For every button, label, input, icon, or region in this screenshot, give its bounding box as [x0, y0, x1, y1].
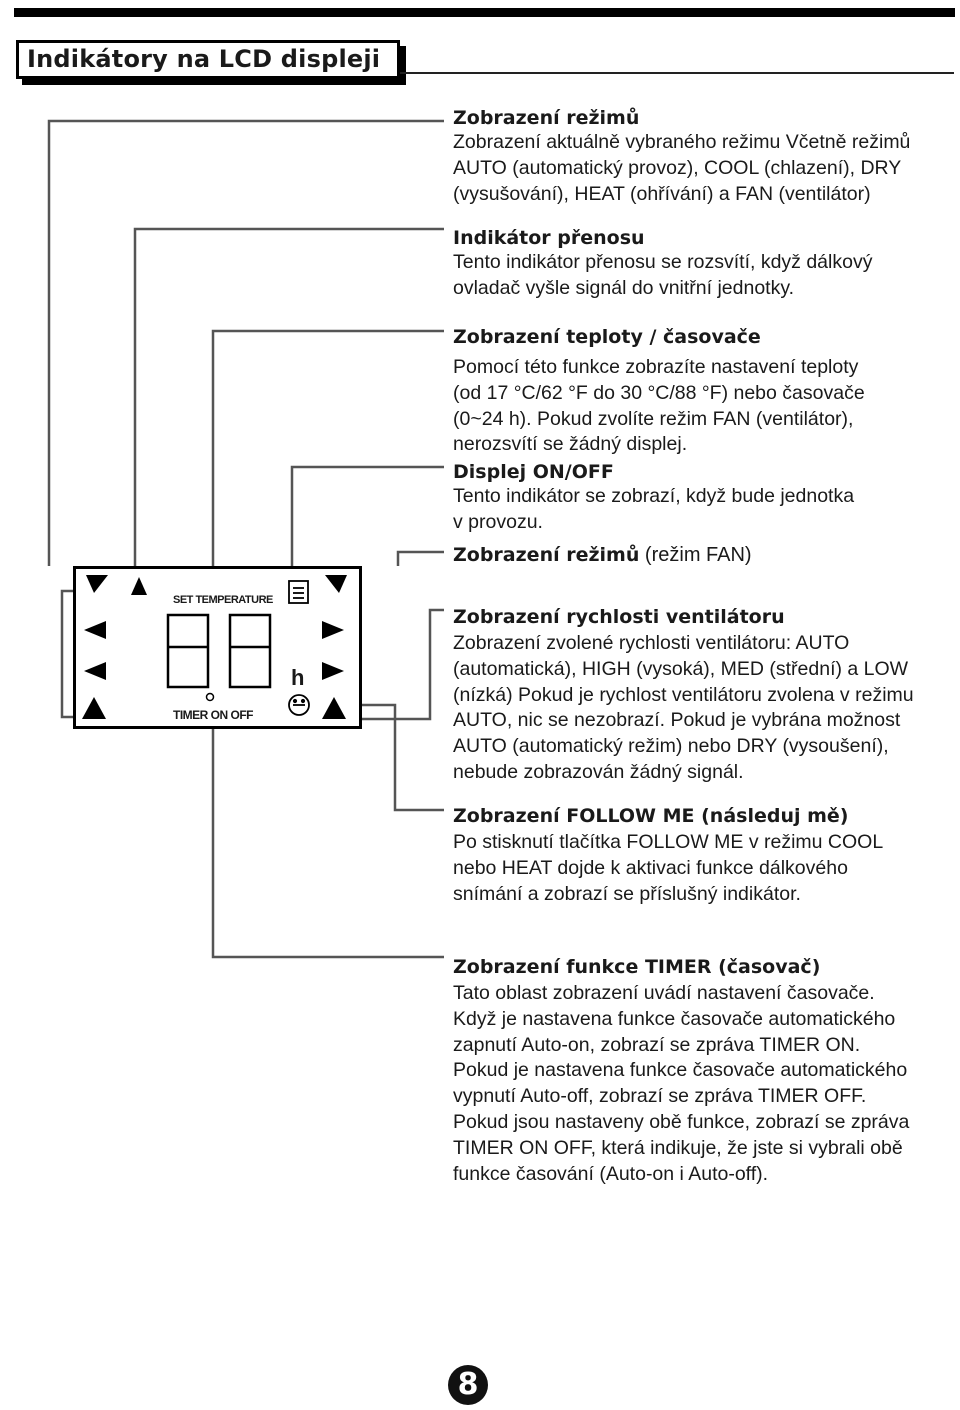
body-line: nebude zobrazován žádný signál.	[453, 760, 744, 783]
body-line: Když je nastavena funkce časovače automatického	[453, 1007, 896, 1030]
body-line: AUTO (automatický provoz), COOL (chlazení), DRY	[453, 156, 902, 179]
section-heading: Indikátor přenosu	[453, 227, 645, 249]
section-fan-speed	[453, 605, 958, 786]
section-display-onoff	[453, 460, 958, 536]
right-arrow-3	[322, 697, 346, 719]
section-transmission	[453, 226, 958, 302]
section-temperature-timer	[453, 325, 958, 458]
section-heading: Zobrazení režimů	[453, 107, 640, 129]
mode-arrow-tl	[86, 575, 108, 593]
mode-arrow-tr	[325, 575, 347, 593]
body-line: v provozu.	[453, 510, 543, 533]
body-line: Po stisknutí tlačítka FOLLOW ME v režimu COOL	[453, 831, 884, 853]
leader-transmission	[135, 229, 444, 566]
body-line: nerozsvítí se žádný displej.	[453, 433, 688, 456]
left-arrow-2	[84, 662, 106, 680]
leader-mode	[49, 121, 444, 566]
body-line: Pokud jsou nastaveny obě funkce, zobrazí se zpráva	[453, 1110, 910, 1133]
onoff-display-icon	[289, 581, 308, 603]
lcd-graphics	[76, 569, 359, 726]
section-heading: Zobrazení teploty / časovače	[453, 326, 761, 348]
section-mode-display	[453, 106, 958, 207]
section-heading: Zobrazení funkce TIMER (časovač)	[453, 956, 821, 978]
body-line: Zobrazení aktuálně vybraného režimu Včetně režimů	[453, 131, 911, 153]
section-heading-row	[453, 543, 958, 567]
body-line: Tento indikátor přenosu se rozsvítí, když dálkový	[453, 251, 873, 273]
section-timer	[453, 955, 958, 1187]
body-line: (0~24 h). Pokud zvolíte režim FAN (ventilátor),	[453, 407, 854, 430]
left-arrow-3	[82, 697, 106, 719]
leader-temperature	[213, 331, 444, 598]
section-heading: Zobrazení rychlosti ventilátoru	[453, 606, 785, 628]
page-title: Indikátory na LCD displeji	[27, 45, 381, 73]
body-line: (vysušování), HEAT (ohřívání) a FAN (ventilátor)	[453, 182, 871, 205]
set-temperature-label: SET TEMPERATURE	[173, 594, 273, 606]
section-heading-suffix: (režim FAN)	[639, 544, 752, 566]
body-line: Tato oblast zobrazení uvádí nastavení časovače.	[453, 982, 875, 1004]
timer-label: TIMER ON OFF	[173, 708, 253, 722]
body-line: Tento indikátor se zobrazí, když bude jednotka	[453, 485, 855, 507]
body-line: zapnutí Auto-on, zobrazí se zpráva TIMER ON.	[453, 1033, 861, 1056]
leader-fan-mode	[398, 552, 444, 566]
transmission-arrow	[131, 577, 147, 595]
leader-fan-speed	[362, 610, 444, 719]
section-mode-fan	[453, 543, 958, 567]
page-number: 8	[448, 1365, 488, 1405]
body-line: TIMER ON OFF, která indikuje, že jste si vybrali obě	[453, 1136, 903, 1159]
follow-me-icon	[289, 695, 309, 715]
body-line: Pokud je nastavena funkce časovače automatického	[453, 1059, 908, 1082]
body-line: Zobrazení zvolené rychlosti ventilátoru: AUTO	[453, 632, 850, 654]
section-follow-me	[453, 804, 958, 907]
leader-follow-me	[362, 705, 444, 810]
decimal-dot-icon	[207, 694, 214, 701]
leader-fan-bracket	[62, 591, 73, 717]
lcd-display	[73, 566, 362, 729]
body-line: (od 17 °C/62 °F do 30 °C/88 °F) nebo časovače	[453, 381, 865, 404]
right-arrow-2	[322, 662, 344, 680]
body-line: ovladač vyšle signál do vnitřní jednotky.	[453, 276, 795, 299]
body-line: Pomocí této funkce zobrazíte nastavení teploty	[453, 356, 859, 378]
section-heading: Zobrazení režimů	[453, 544, 640, 566]
body-line: snímání a zobrazí se příslušný indikátor.	[453, 882, 801, 905]
seven-segment-digits	[168, 615, 270, 687]
body-line: vypnutí Auto-off, zobrazí se zpráva TIMER OFF.	[453, 1085, 867, 1108]
hour-unit: h	[291, 665, 305, 690]
body-line: nebo HEAT dojde k aktivaci funkce dálkového	[453, 856, 848, 879]
body-line: AUTO, nic se nezobrazí. Pokud je vybrána možnost	[453, 709, 901, 732]
body-line: AUTO (automatický režim) nebo DRY (vysoušení),	[453, 735, 889, 758]
body-line: (nízká) Pokud je rychlost ventilátoru zvolena v režimu	[453, 683, 914, 706]
body-line: funkce časování (Auto-on i Auto-off).	[453, 1162, 769, 1185]
body-line: (automatická), HIGH (vysoká), MED (střední) a LOW	[453, 657, 909, 680]
left-arrow-1	[84, 621, 106, 639]
leader-timer	[213, 727, 444, 957]
right-arrow-1	[322, 621, 344, 639]
section-heading: Zobrazení FOLLOW ME (následuj mě)	[453, 805, 849, 827]
section-heading: Displej ON/OFF	[453, 461, 614, 483]
